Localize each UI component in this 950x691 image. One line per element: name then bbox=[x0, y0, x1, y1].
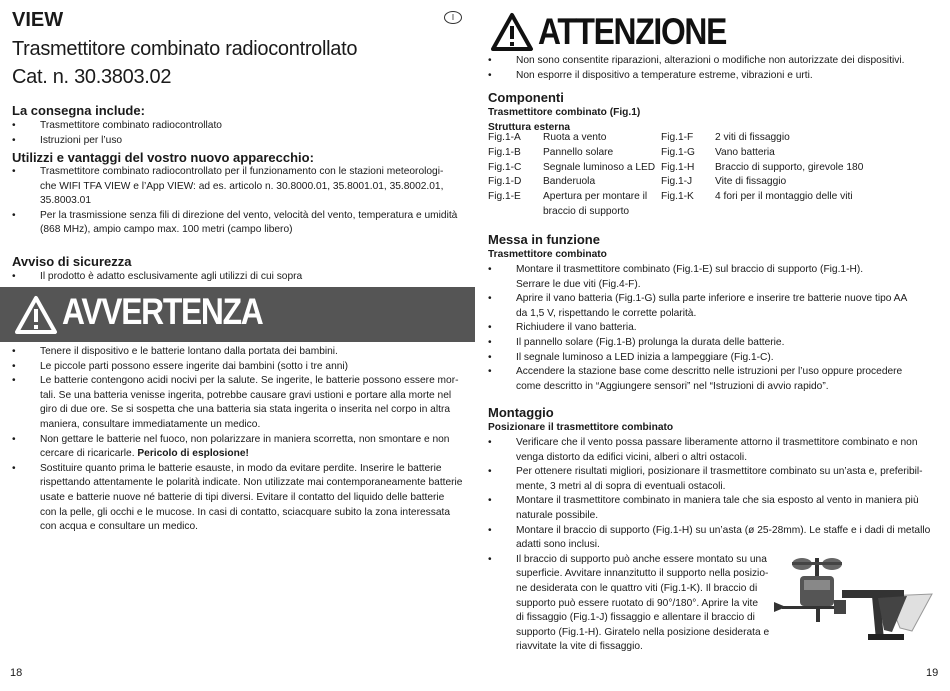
component-ref: Fig.1-H bbox=[661, 161, 695, 173]
components-table-left bbox=[488, 131, 655, 220]
table-row bbox=[661, 175, 863, 190]
componenti-subheading: Trasmettitore combinato (Fig.1) bbox=[488, 107, 641, 118]
list-item: • Aprire il vano batteria (Fig.1-G) sulla parte inferiore e inserire tre batterie nuove tipo AA da 1,5 V, rispettando le corrette polarità. bbox=[488, 293, 908, 319]
component-ref: Fig.1-F bbox=[661, 132, 694, 143]
consegna-list bbox=[12, 119, 462, 148]
warning-title: AVVERTENZA bbox=[62, 291, 263, 332]
component-desc: Banderuola bbox=[543, 176, 596, 188]
list-item: • Accendere la stazione base come descritto nelle istruzioni per l’uso oppure procedere come descritto in “Aggiungere sensori” nel “Istruzioni di avvio rapido”. bbox=[488, 366, 903, 392]
avviso-list bbox=[12, 270, 467, 285]
component-ref: Fig.1-B bbox=[488, 146, 521, 158]
page-number-right: 19 bbox=[926, 667, 939, 679]
list-item: • Trasmettitore combinato radiocontrollato per il funzionamento con le stazioni meteorologi- che WIFI TFA VIEW e l’App VIEW: ad es. articolo n. 30.8000.01, 35.8001.01, 35.8002.01, 35.8003.01 bbox=[12, 166, 444, 207]
list-item: • Non esporre il dispositivo a temperature estreme, vibrazioni e urti. bbox=[488, 69, 813, 81]
component-desc: 4 fori per il montaggio delle viti bbox=[715, 191, 853, 203]
transmitter-mount-illustration bbox=[772, 556, 937, 646]
component-ref: Fig.1-J bbox=[661, 176, 693, 188]
component-desc: 2 viti di fissaggio bbox=[715, 132, 790, 143]
list-item: • Trasmettitore combinato radiocontrollato bbox=[12, 120, 222, 131]
montaggio-heading: Montaggio bbox=[488, 405, 554, 420]
struttura-heading: Struttura esterna bbox=[488, 122, 571, 133]
attention-title: ATTENZIONE bbox=[538, 11, 727, 52]
component-desc: Pannello solare bbox=[543, 146, 614, 158]
explosion-warning: Pericolo di esplosione! bbox=[137, 448, 249, 460]
component-ref: Fig.1-A bbox=[488, 132, 521, 143]
list-item: • Non gettare le batterie nel fuoco, non polarizzare in maniera scorretta, non smontare e non cercare di ricaricarle. Pericolo di esplosione! bbox=[12, 433, 450, 460]
list-item: • Richiudere il vano batteria. bbox=[488, 322, 637, 334]
list-item: • Il segnale luminoso a LED inizia a lampeggiare (Fig.1-C). bbox=[488, 351, 774, 363]
component-desc: Braccio di supporto, girevole 180 bbox=[715, 161, 864, 173]
language-badge: I bbox=[444, 11, 462, 24]
list-item: • Sostituire quanto prima le batterie esauste, in modo da evitare perdite. Inserire le batterie rispettando attentamente le polarità indicate. Non utilizzate mai contemporaneamente batterie usate e batterie nuove né batterie di tipi diversi. Evitare il contatto del liquido delle batterie con la pelle, gli occhi e le mucose. In casi di contatto, sciacquare subito la zona interessata con acqua e consultare un medico. bbox=[12, 462, 463, 533]
list-item: • Verificare che il vento possa passare liberamente attorno il trasmettitore combinato e non venga distorto da edifici vicini, alberi o altri ostacoli. bbox=[488, 437, 918, 463]
avviso-heading: Avviso di sicurezza bbox=[12, 254, 132, 269]
component-desc: Segnale luminoso a LED bbox=[543, 161, 656, 173]
list-item: • Montare il braccio di supporto (Fig.1-H) su un’asta (ø 25-28mm). Le staffe e i dadi di metallo adatti sono inclusi. bbox=[488, 524, 931, 551]
catalog-number: Cat. n. 30.3803.02 bbox=[12, 66, 172, 88]
messa-heading: Messa in funzione bbox=[488, 232, 600, 247]
component-ref: Fig.1-D bbox=[488, 176, 522, 188]
list-item: • Il braccio di supporto può anche essere montato su una superficie. Avvitare innanzitutto il supporto nella posizio- ne desiderata con le quattro viti (Fig.1-K). Il braccio di supporto può essere ruotato di 90°/180°. Aprire la vite di fissaggio (Fig.1-J) fissaggio e allentare il braccio di supporto (Fig.1-H). Giratelo nella posizione desiderata e riavvitate la vite di fissaggio. bbox=[488, 553, 770, 653]
consegna-heading: La consegna include: bbox=[12, 103, 145, 118]
attention-triangle-icon bbox=[490, 12, 534, 52]
attention-list bbox=[488, 54, 943, 83]
component-desc: Vite di fissaggio bbox=[715, 176, 787, 188]
component-ref: Fig.1-K bbox=[661, 191, 694, 203]
table-row bbox=[488, 131, 655, 146]
component-ref: Fig.1-G bbox=[661, 146, 695, 158]
warning-triangle-icon bbox=[14, 295, 58, 335]
component-ref: Fig.1-C bbox=[488, 161, 522, 173]
messa-list bbox=[488, 263, 943, 394]
utilizzi-heading: Utilizzi e vantaggi del vostro nuovo apparecchio: bbox=[12, 150, 314, 165]
list-item: • Montare il trasmettitore combinato in maniera tale che sia esposto al vento in maniera più naturale possibile. bbox=[488, 495, 919, 521]
list-item: • Tenere il dispositivo e le batterie lontano dalla portata dei bambini. bbox=[12, 346, 338, 357]
table-row bbox=[488, 175, 655, 190]
list-item: • Il pannello solare (Fig.1-B) prolunga la durata delle batterie. bbox=[488, 336, 785, 348]
list-item: • Le batterie contengono acidi nocivi per la salute. Se ingerite, le batterie possono essere mor- tali. Se una batteria venisse ingerita, potrebbe causare gravi ustioni e portare alla morte nel giro di due ore. Se si sospetta che una batteria sia stata ingerita o inserita nel corpo in altra maniera, consultare immediatamente un medico. bbox=[12, 375, 459, 430]
table-row bbox=[488, 161, 655, 176]
table-row bbox=[661, 131, 863, 146]
list-item: • Il prodotto è adatto esclusivamente agli utilizzi di cui sopra bbox=[12, 271, 303, 282]
component-ref: Fig.1-E bbox=[488, 191, 521, 203]
page-number-left: 18 bbox=[10, 667, 23, 679]
product-title: Trasmettitore combinato radiocontrollato bbox=[12, 38, 358, 60]
component-desc: Vano batteria bbox=[715, 146, 775, 158]
warning-list bbox=[12, 345, 472, 535]
table-row bbox=[488, 146, 655, 161]
table-row bbox=[661, 146, 863, 161]
list-item: • Per ottenere risultati migliori, posizionare il trasmettitore combinato su un’asta e, preferibil- mente, 3 metri al di sopra di eventuali ostacoli. bbox=[488, 466, 923, 492]
table-row bbox=[661, 161, 863, 176]
montaggio-subheading: Posizionare il trasmettitore combinato bbox=[488, 422, 674, 433]
table-row bbox=[488, 190, 655, 220]
components-table-right bbox=[661, 131, 863, 205]
componenti-heading: Componenti bbox=[488, 90, 564, 105]
list-item: • Non sono consentite riparazioni, alterazioni o modifiche non autorizzate dei dispositivi. bbox=[488, 55, 905, 66]
utilizzi-list bbox=[12, 165, 467, 238]
messa-subheading: Trasmettitore combinato bbox=[488, 249, 607, 260]
list-item: • Le piccole parti possono essere ingerite dai bambini (sotto i tre anni) bbox=[12, 360, 349, 372]
component-desc: Apertura per montare il braccio di supporto bbox=[543, 191, 648, 217]
table-row bbox=[661, 190, 863, 205]
list-item: • Istruzioni per l’uso bbox=[12, 134, 123, 146]
list-item: • Montare il trasmettitore combinato (Fig.1-E) sul braccio di supporto (Fig.1-H). Serrare le due viti (Fig.4-F). bbox=[488, 264, 864, 290]
list-item: • Per la trasmissione senza fili di direzione del vento, velocità del vento, temperatura e umidità (868 MHz), ampio campo max. 100 metri (campo libero) bbox=[12, 209, 458, 236]
brand-title: VIEW bbox=[12, 9, 64, 31]
component-desc: Ruota a vento bbox=[543, 132, 607, 143]
